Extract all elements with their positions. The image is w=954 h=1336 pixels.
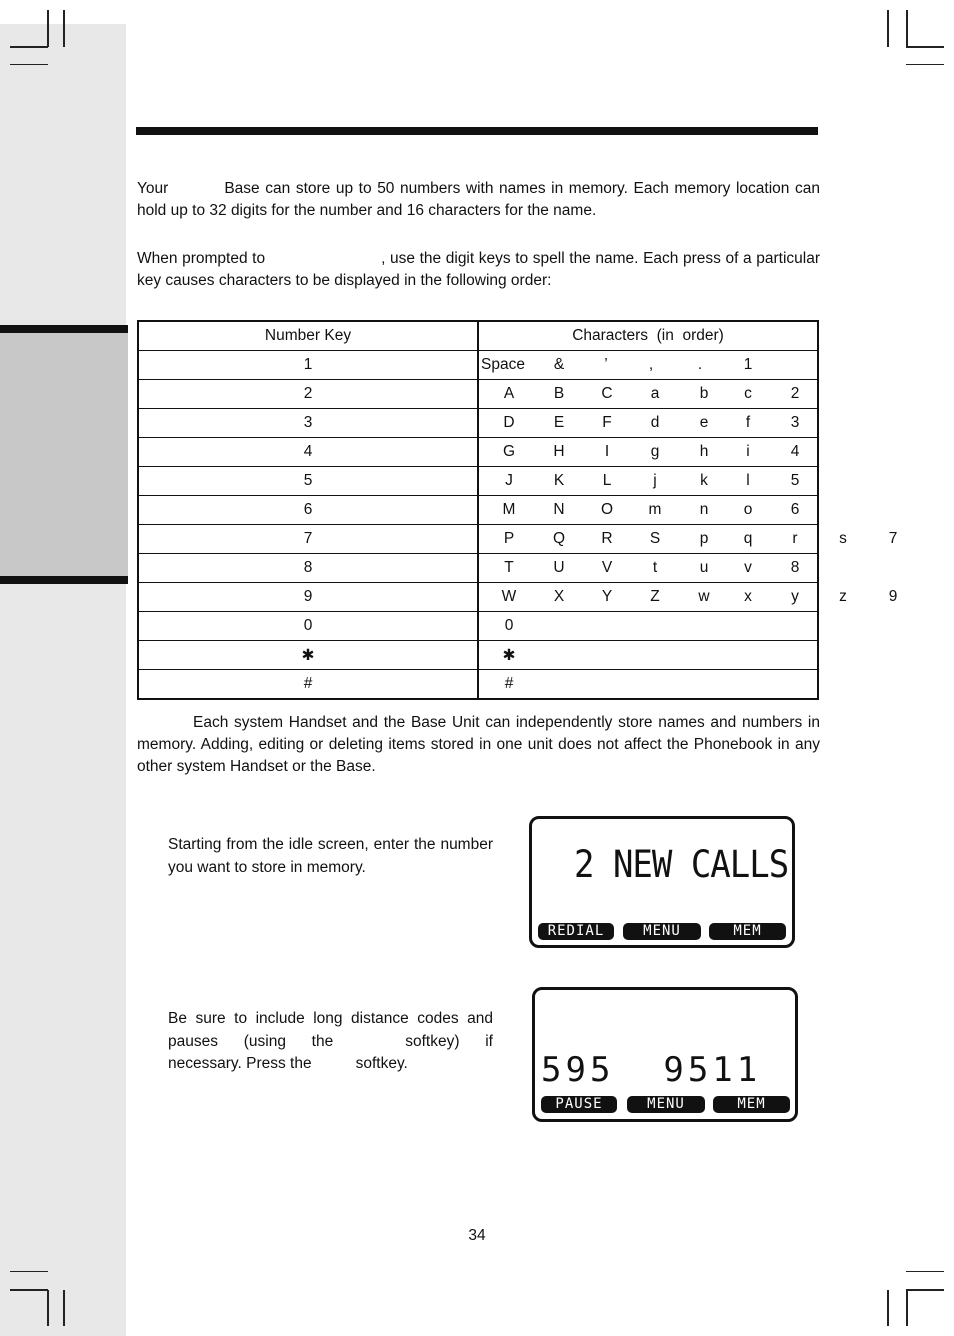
header-rule [136, 127, 818, 135]
character-item: M [502, 501, 516, 518]
number-key-cell: 2 [138, 380, 478, 409]
crop-mark [906, 1289, 944, 1291]
crop-mark [47, 10, 49, 47]
character-item: 3 [790, 414, 800, 431]
characters-cell [478, 438, 818, 467]
crop-mark [47, 1290, 49, 1326]
character-item: B [553, 385, 565, 402]
character-item: y [791, 588, 799, 605]
header-number-key: Number Key [138, 321, 478, 351]
characters-cell [478, 496, 818, 525]
character-item: m [648, 501, 662, 518]
number-key-cell: 8 [138, 554, 478, 583]
character-item: g [650, 443, 660, 460]
character-item: , [648, 356, 654, 373]
number-key-cell: 9 [138, 583, 478, 612]
table-row [138, 496, 818, 525]
character-item: x [744, 588, 752, 605]
character-item: Space [481, 356, 525, 373]
crop-mark [906, 1290, 908, 1326]
character-item: E [553, 414, 565, 431]
crop-mark [10, 64, 48, 65]
crop-mark [63, 10, 65, 47]
table-row [138, 409, 818, 438]
character-item: U [553, 559, 565, 576]
character-item: R [601, 530, 613, 547]
character-item: G [502, 443, 516, 460]
characters-cell [478, 409, 818, 438]
step2-text-part: softkey. [355, 1055, 408, 1072]
crop-mark [10, 46, 48, 48]
intro-text: , use the digit keys to spell the name. Each press of a particular key causes characters to be displayed in the following order: [137, 250, 821, 289]
number-key-cell: 6 [138, 496, 478, 525]
table-row [138, 525, 818, 554]
section-tab [0, 325, 128, 584]
character-item: X [553, 588, 565, 605]
lcd-main-text: 595 9511 [541, 1050, 762, 1090]
character-item: 6 [790, 501, 800, 518]
character-item: ’ [604, 356, 608, 373]
character-item: L [602, 472, 612, 489]
character-item: b [699, 385, 709, 402]
table-row [138, 670, 818, 700]
table-row [138, 583, 818, 612]
character-item: 0 [504, 617, 514, 634]
character-item: K [553, 472, 565, 489]
lcd-main-text: 2 NEW CALLS [574, 843, 789, 887]
character-item: # [504, 675, 514, 692]
intro-paragraph-2 [137, 248, 820, 292]
character-item: v [744, 559, 752, 576]
intro-text: Your [137, 180, 169, 197]
softkey-mem[interactable]: MEM [713, 1096, 790, 1113]
crop-mark [10, 1271, 48, 1272]
character-item: Y [601, 588, 613, 605]
character-item: j [653, 472, 657, 489]
table-header-row [138, 321, 818, 351]
crop-mark [63, 1290, 65, 1326]
character-item: p [699, 530, 709, 547]
character-item: A [503, 385, 515, 402]
table-row [138, 351, 818, 380]
table-row [138, 554, 818, 583]
table-row [138, 438, 818, 467]
character-item: N [553, 501, 565, 518]
characters-cell [478, 380, 818, 409]
characters-cell [478, 525, 898, 554]
softkey-menu[interactable]: MENU [623, 923, 701, 940]
header-characters: Characters (in order) [478, 321, 818, 351]
character-item: O [600, 501, 614, 518]
character-item: V [601, 559, 613, 576]
characters-cell [478, 612, 818, 641]
left-margin-band [0, 24, 126, 1336]
number-key-cell: # [138, 670, 478, 700]
step1-text: Starting from the idle screen, enter the number you want to store in memory. [168, 836, 493, 876]
character-item: 2 [790, 385, 800, 402]
character-item: h [699, 443, 709, 460]
character-item: 8 [790, 559, 800, 576]
softkey-redial[interactable]: REDIAL [538, 923, 614, 940]
character-item: D [503, 414, 515, 431]
character-item: 1 [743, 356, 753, 373]
character-item: q [743, 530, 753, 547]
character-item: o [743, 501, 753, 518]
number-key-cell: 3 [138, 409, 478, 438]
character-table [137, 320, 898, 700]
table-row [138, 380, 818, 409]
character-item: r [792, 530, 798, 547]
step2-text [168, 1008, 493, 1076]
step2-text-part: Be sure to include long distance codes and pauses (using the [168, 1010, 493, 1050]
characters-cell [478, 641, 818, 670]
lcd-display-2 [532, 987, 798, 1122]
character-item: s [839, 530, 847, 547]
characters-cell [478, 583, 898, 612]
character-item: J [505, 472, 513, 489]
characters-cell [478, 670, 818, 700]
crop-mark [10, 1289, 48, 1291]
character-item: F [602, 414, 612, 431]
character-item: 9 [888, 588, 898, 605]
number-key-cell: 4 [138, 438, 478, 467]
note-paragraph: Each system Handset and the Base Unit can independently store names and numbers in memory. Adding, editing or deleting items stored in one unit does not affect the Phonebook in any other system Handset or the Base. [137, 714, 820, 775]
characters-cell [478, 351, 818, 380]
number-key-cell: ✱ [138, 641, 478, 670]
character-item: S [649, 530, 661, 547]
character-item: C [601, 385, 613, 402]
character-item: ✱ [502, 647, 516, 664]
character-item: 4 [790, 443, 800, 460]
character-item: l [746, 472, 750, 489]
character-item: & [553, 356, 565, 373]
character-item: d [650, 414, 660, 431]
character-item: u [699, 559, 709, 576]
character-item: Q [552, 530, 566, 547]
character-item: z [839, 588, 847, 605]
table-row [138, 641, 818, 670]
number-key-cell: 0 [138, 612, 478, 641]
character-item: P [503, 530, 515, 547]
intro-text: Base can store up to 50 numbers with names in memory. Each memory location can hold up to 32 digits for the number and 16 characters for the name. [137, 180, 820, 219]
crop-mark [906, 64, 944, 65]
intro-paragraph-1 [137, 178, 820, 222]
characters-cell [478, 554, 818, 583]
crop-mark [906, 1271, 944, 1272]
character-item: n [699, 501, 709, 518]
table-row [138, 467, 818, 496]
character-item: a [650, 385, 660, 402]
character-item: w [698, 588, 710, 605]
crop-mark [906, 46, 944, 48]
character-item: 5 [790, 472, 800, 489]
softkey-menu[interactable]: MENU [627, 1096, 705, 1113]
intro-text: When prompted to [137, 250, 266, 267]
character-item: W [501, 588, 517, 605]
character-item: I [604, 443, 610, 460]
character-item: Z [650, 588, 660, 605]
character-item: . [697, 356, 703, 373]
character-item: H [553, 443, 565, 460]
character-item: c [744, 385, 752, 402]
step2-text-part: softkey) if necessary. Press the [168, 1032, 493, 1072]
softkey-pause[interactable]: PAUSE [541, 1096, 617, 1113]
characters-cell [478, 467, 818, 496]
character-item: T [504, 559, 514, 576]
character-item: t [652, 559, 658, 576]
character-item: e [699, 414, 709, 431]
number-key-cell: 5 [138, 467, 478, 496]
number-key-cell: 1 [138, 351, 478, 380]
character-item: f [745, 414, 751, 431]
character-item: k [700, 472, 708, 489]
lcd-display-1 [529, 816, 795, 948]
softkey-mem[interactable]: MEM [709, 923, 786, 940]
character-item: 7 [888, 530, 898, 547]
table-row [138, 612, 818, 641]
character-item: i [746, 443, 750, 460]
crop-mark [887, 1290, 889, 1326]
page-number: 34 [468, 1227, 486, 1244]
crop-mark [906, 10, 908, 47]
crop-mark [887, 10, 889, 47]
number-key-cell: 7 [138, 525, 478, 554]
